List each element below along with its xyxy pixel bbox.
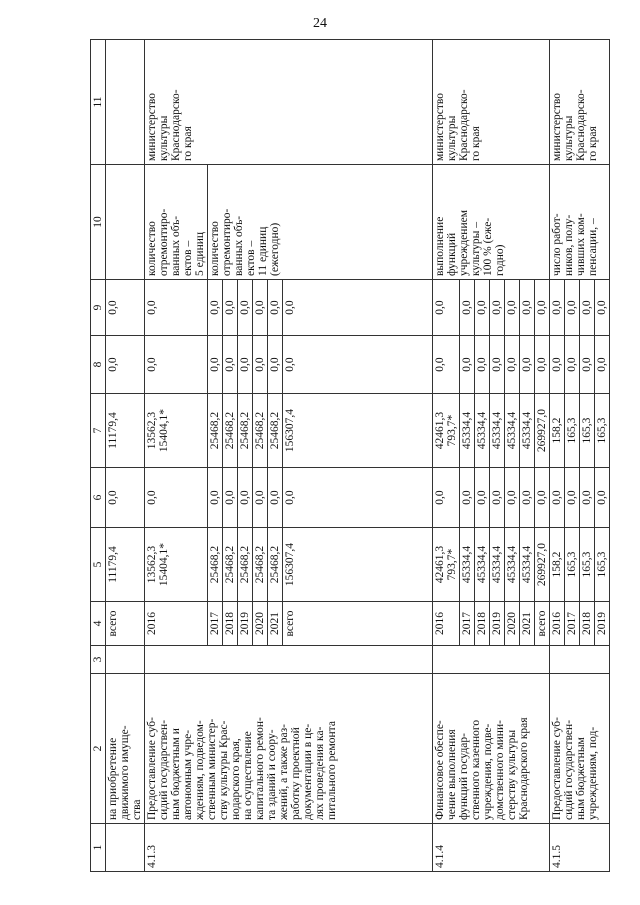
value-cell: 0,0	[253, 468, 268, 528]
year-cell: 2017	[460, 602, 475, 646]
program-activities-table	[90, 39, 610, 872]
year-cell: 2018	[223, 602, 238, 646]
row-number: 4.1.5	[550, 824, 610, 872]
header-cell: 4	[91, 602, 106, 646]
header-cell: 11	[91, 40, 106, 165]
value-cell: 0,0	[238, 468, 253, 528]
value-cell: 0,0	[433, 336, 460, 394]
value-cell: 25468,2	[223, 394, 238, 468]
value-cell: 165,3	[565, 528, 580, 602]
value-cell: 0,0	[580, 468, 595, 528]
year-cell: 2021	[268, 602, 283, 646]
value-cell: 0,0	[145, 468, 208, 528]
table-row	[550, 40, 565, 872]
value-cell: 11179,4	[106, 528, 145, 602]
value-cell: 0,0	[253, 336, 268, 394]
empty-cell	[433, 646, 550, 674]
year-cell: всего	[283, 602, 433, 646]
value-cell: 0,0	[238, 336, 253, 394]
value-cell: 45334,4	[520, 528, 535, 602]
value-cell: 0,0	[238, 280, 253, 336]
value-cell: 42461,3 793,7*	[433, 528, 460, 602]
value-cell: 0,0	[475, 468, 490, 528]
year-cell: 2018	[580, 602, 595, 646]
value-cell: 0,0	[520, 468, 535, 528]
value-cell: 45334,4	[505, 528, 520, 602]
value-cell: 45334,4	[460, 394, 475, 468]
value-cell: 0,0	[505, 336, 520, 394]
value-cell: 0,0	[505, 280, 520, 336]
year-cell: 2021	[520, 602, 535, 646]
year-cell: 2016	[433, 602, 460, 646]
value-cell: 165,3	[595, 528, 610, 602]
value-cell: 0,0	[535, 280, 550, 336]
value-cell: 25468,2	[208, 394, 223, 468]
value-cell: 0,0	[490, 468, 505, 528]
value-cell: 0,0	[223, 280, 238, 336]
value-cell: 0,0	[208, 336, 223, 394]
value-cell: 0,0	[550, 280, 565, 336]
value-cell: 0,0	[268, 468, 283, 528]
value-cell: 25468,2	[268, 394, 283, 468]
value-cell: 0,0	[460, 280, 475, 336]
year-cell: 2018	[475, 602, 490, 646]
empty-cell	[106, 40, 145, 165]
header-row	[91, 40, 106, 872]
value-cell: 45334,4	[490, 394, 505, 468]
value-cell: 0,0	[145, 280, 208, 336]
header-cell: 1	[91, 824, 106, 872]
value-cell: 0,0	[520, 336, 535, 394]
value-cell: 0,0	[580, 280, 595, 336]
value-cell: 0,0	[475, 280, 490, 336]
value-cell: 45334,4	[475, 394, 490, 468]
header-cell: 2	[91, 674, 106, 824]
indicator-cell: число работ- ников, полу- чивших ком- пенсации, –	[550, 165, 610, 280]
measure-name: Предоставление суб- сидий государствен- ным бюджетным и автономным учре- ждениям, подведом- ственным министер- ству культуры Крас- нодарского края, на осуществление капитального ремон- та зданий и соору- жений, а также раз- работку проектной документации в це- лях проведения ка- питального ремонта	[145, 674, 433, 824]
value-cell: 0,0	[535, 336, 550, 394]
header-cell: 7	[91, 394, 106, 468]
row-number	[106, 824, 145, 872]
year-cell: 2020	[253, 602, 268, 646]
year-cell: 2016	[145, 602, 208, 646]
value-cell: 0,0	[565, 280, 580, 336]
value-cell: 0,0	[283, 280, 433, 336]
value-cell: 45334,4	[490, 528, 505, 602]
indicator-cell: количество отремонтиро- ванных объ- ектов – 11 единиц (ежегодно)	[208, 165, 433, 280]
value-cell: 0,0	[490, 280, 505, 336]
value-cell: 25468,2	[238, 394, 253, 468]
value-cell: 0,0	[595, 280, 610, 336]
header-cell: 9	[91, 280, 106, 336]
value-cell: 165,3	[565, 394, 580, 468]
empty-cell	[106, 646, 145, 674]
row-number: 4.1.4	[433, 824, 550, 872]
value-cell: 0,0	[460, 468, 475, 528]
table-row	[145, 40, 208, 872]
value-cell: 0,0	[208, 468, 223, 528]
indicator-cell: выполнение функций учреждением культуры – 100 % (еже- годно)	[433, 165, 550, 280]
value-cell: 0,0	[550, 468, 565, 528]
value-cell: 25468,2	[238, 528, 253, 602]
value-cell: 25468,2	[253, 394, 268, 468]
value-cell: 0,0	[106, 336, 145, 394]
empty-cell	[106, 165, 145, 280]
value-cell: 0,0	[433, 280, 460, 336]
measure-name: Финансовое обеспе- чение выполнения функций государ- ственного казенного учреждения, подве- домственного мини- стерству культуры Краснодарского края	[433, 674, 550, 824]
value-cell: 0,0	[106, 280, 145, 336]
value-cell: 156307,4	[283, 394, 433, 468]
value-cell: 0,0	[253, 280, 268, 336]
header-cell: 10	[91, 165, 106, 280]
executor-cell: министерство культуры Краснодарско- го края	[550, 40, 610, 165]
value-cell: 0,0	[580, 336, 595, 394]
value-cell: 158,2	[550, 394, 565, 468]
value-cell: 0,0	[223, 336, 238, 394]
value-cell: 45334,4	[475, 528, 490, 602]
value-cell: 0,0	[535, 468, 550, 528]
table-row	[106, 40, 145, 872]
value-cell: 45334,4	[520, 394, 535, 468]
value-cell: 0,0	[565, 468, 580, 528]
value-cell: 269927,0	[535, 528, 550, 602]
value-cell: 0,0	[145, 336, 208, 394]
value-cell: 42461,3 793,7*	[433, 394, 460, 468]
value-cell: 11179,4	[106, 394, 145, 468]
year-cell: 2019	[238, 602, 253, 646]
value-cell: 0,0	[565, 336, 580, 394]
value-cell: 13562,3 15404,1*	[145, 528, 208, 602]
value-cell: 0,0	[268, 280, 283, 336]
value-cell: 0,0	[106, 468, 145, 528]
row-number: 4.1.3	[145, 824, 433, 872]
header-cell: 8	[91, 336, 106, 394]
value-cell: 0,0	[433, 468, 460, 528]
value-cell: 25468,2	[223, 528, 238, 602]
year-cell: всего	[106, 602, 145, 646]
year-cell: 2020	[505, 602, 520, 646]
value-cell: 0,0	[268, 336, 283, 394]
year-cell: 2016	[550, 602, 565, 646]
year-cell: 2019	[595, 602, 610, 646]
value-cell: 45334,4	[505, 394, 520, 468]
value-cell: 0,0	[520, 280, 535, 336]
measure-name: на приобретение движимого имуще- ства	[106, 674, 145, 824]
value-cell: 25468,2	[253, 528, 268, 602]
empty-cell	[550, 646, 610, 674]
value-cell: 0,0	[283, 468, 433, 528]
value-cell: 25468,2	[268, 528, 283, 602]
value-cell: 0,0	[208, 280, 223, 336]
value-cell: 0,0	[550, 336, 565, 394]
header-cell: 3	[91, 646, 106, 674]
table-row	[433, 40, 460, 872]
value-cell: 0,0	[595, 336, 610, 394]
value-cell: 0,0	[595, 468, 610, 528]
value-cell: 0,0	[505, 468, 520, 528]
rotated-table-container	[90, 40, 608, 872]
value-cell: 25468,2	[208, 528, 223, 602]
year-cell: 2019	[490, 602, 505, 646]
year-cell: всего	[535, 602, 550, 646]
year-cell: 2017	[208, 602, 223, 646]
measure-name: Предоставление суб- сидий государствен- ным бюджетным учреждениям, под-	[550, 674, 610, 824]
value-cell: 0,0	[475, 336, 490, 394]
executor-cell: министерство культуры Краснодарско- го края	[145, 40, 433, 165]
value-cell: 0,0	[223, 468, 238, 528]
executor-cell: министерство культуры Краснодарско- го края	[433, 40, 550, 165]
value-cell: 13562,3 15404,1*	[145, 394, 208, 468]
value-cell: 165,3	[595, 394, 610, 468]
indicator-cell: количество отремонтиро- ванных объ- ектов – 5 единиц	[145, 165, 208, 280]
page-number: 24	[313, 16, 327, 31]
value-cell: 0,0	[490, 336, 505, 394]
empty-cell	[145, 646, 433, 674]
header-cell: 6	[91, 468, 106, 528]
header-cell: 5	[91, 528, 106, 602]
year-cell: 2017	[565, 602, 580, 646]
value-cell: 0,0	[460, 336, 475, 394]
value-cell: 0,0	[283, 336, 433, 394]
value-cell: 45334,4	[460, 528, 475, 602]
value-cell: 165,3	[580, 394, 595, 468]
value-cell: 156307,4	[283, 528, 433, 602]
value-cell: 158,2	[550, 528, 565, 602]
value-cell: 269927,0	[535, 394, 550, 468]
value-cell: 165,3	[580, 528, 595, 602]
